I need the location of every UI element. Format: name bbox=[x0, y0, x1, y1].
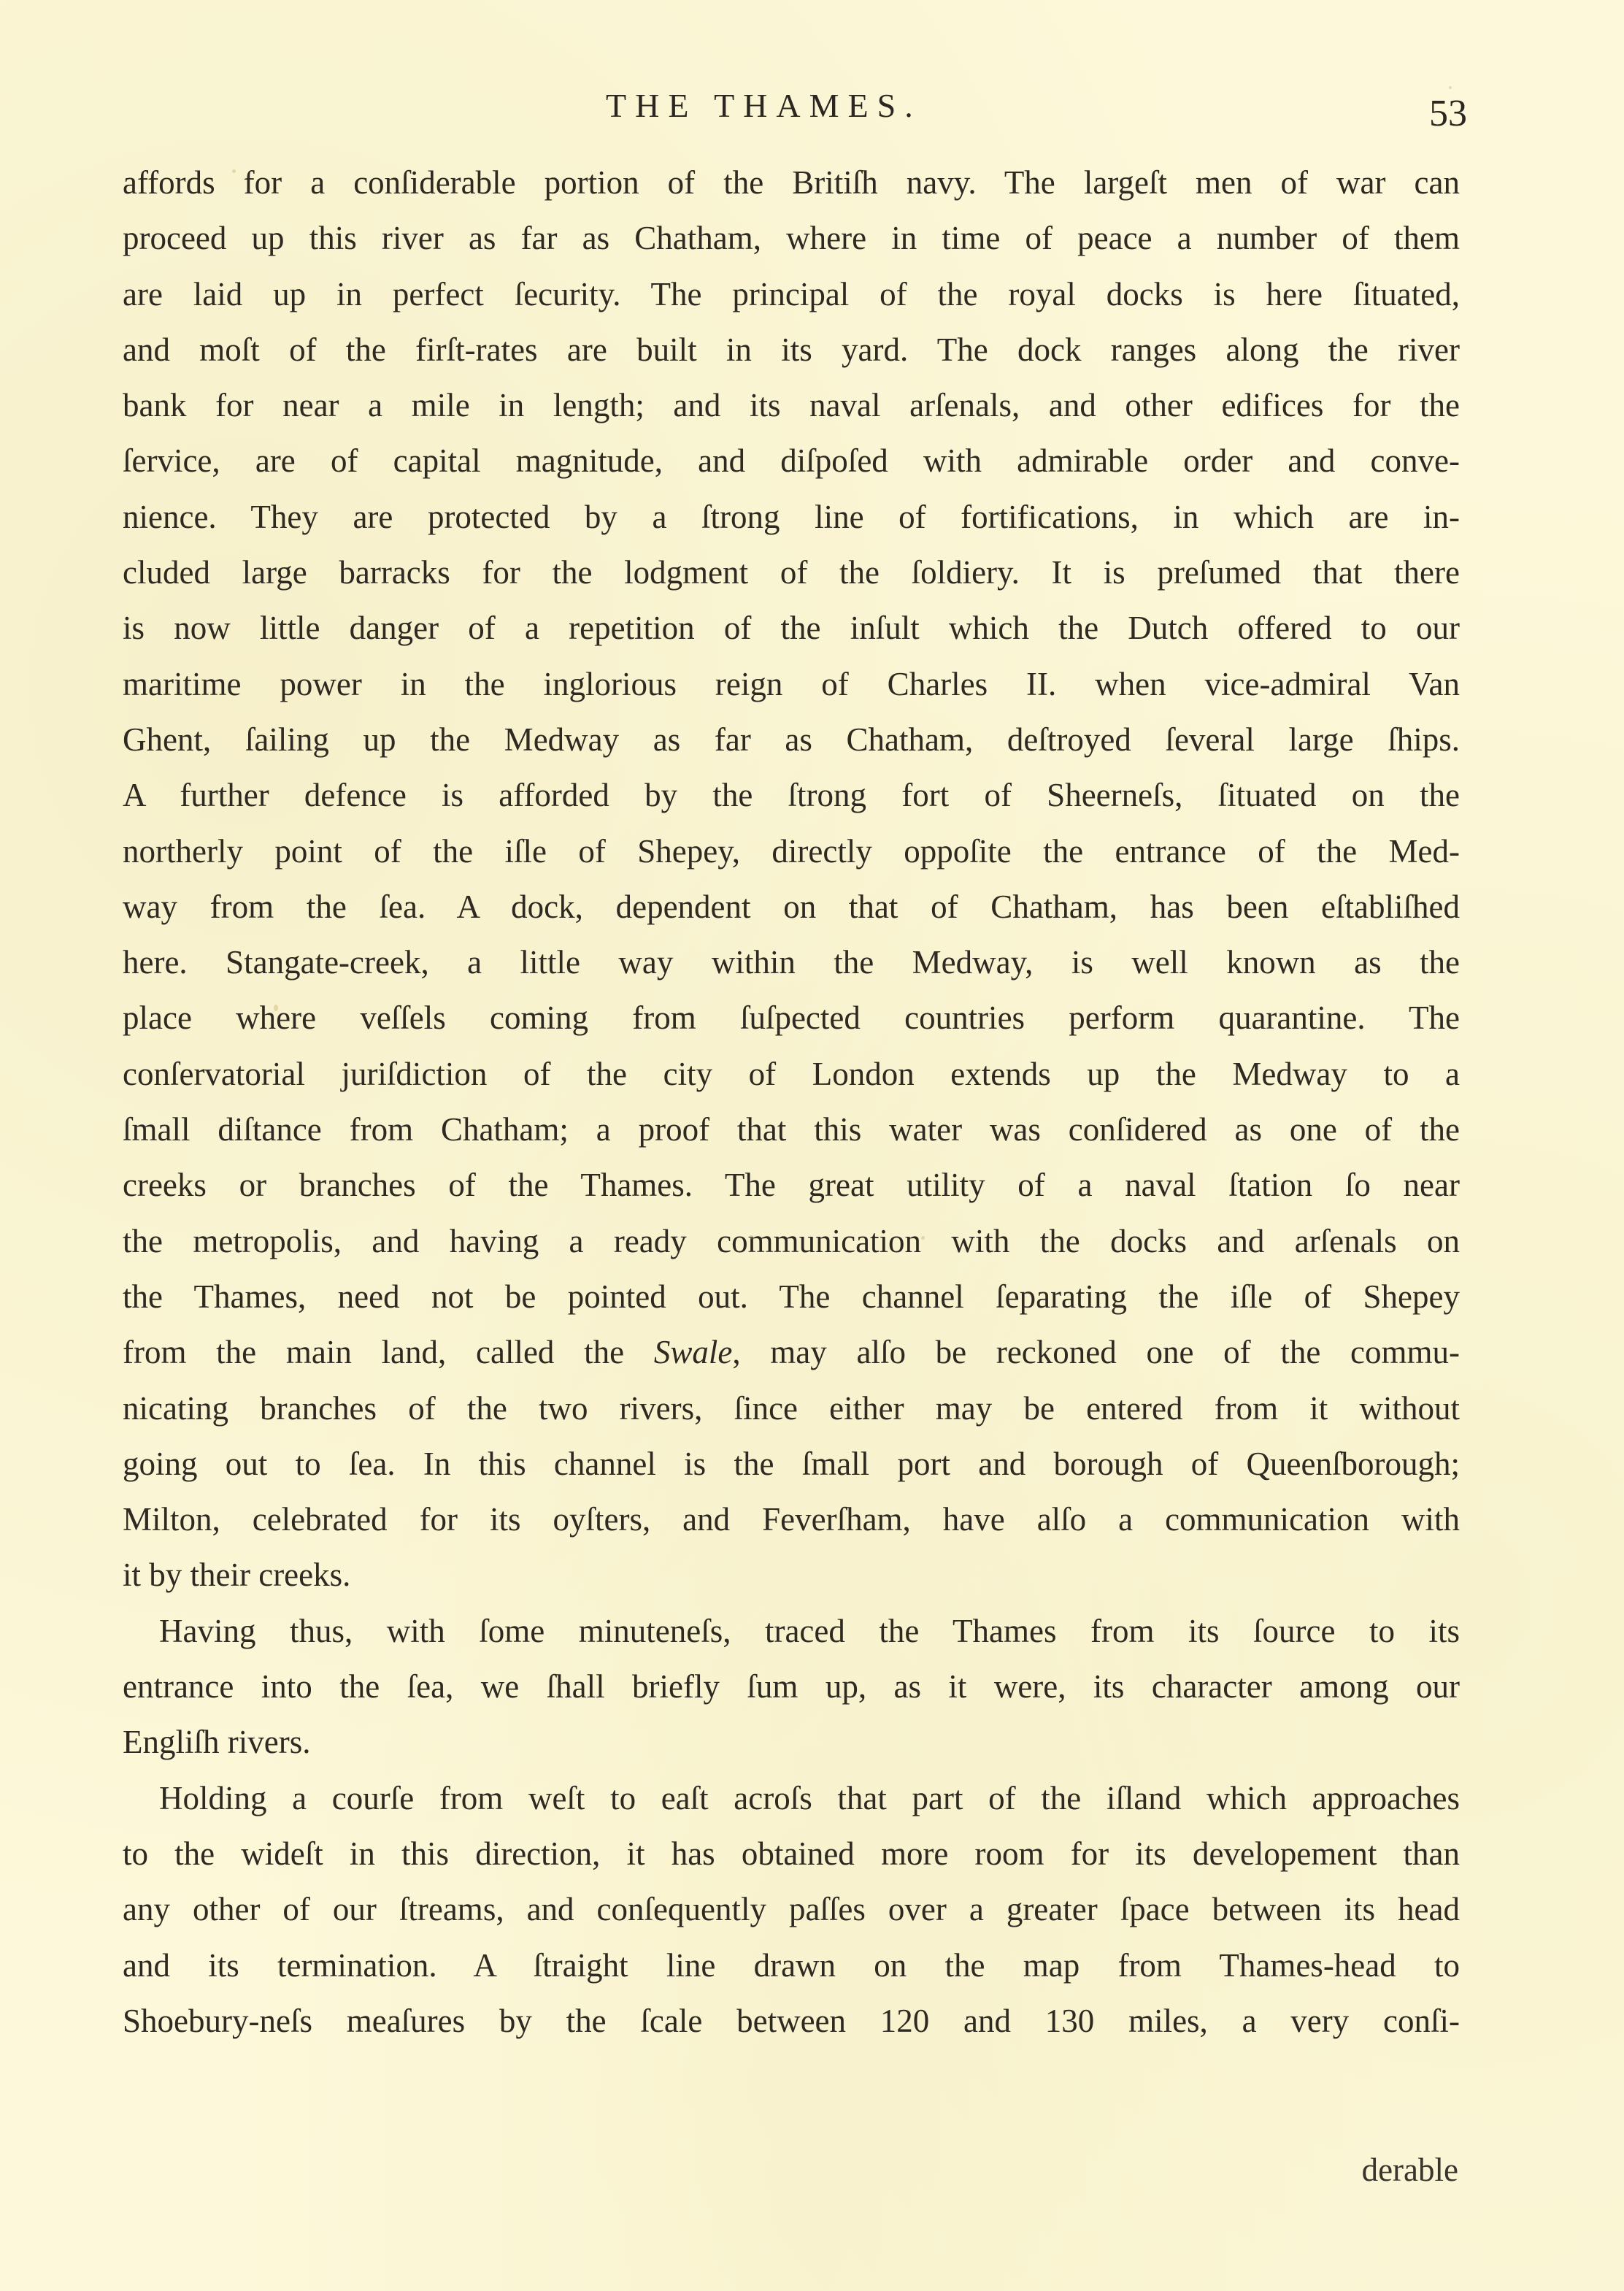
text-line: creeks or branches of the Thames. The great utility of a naval ſtation ſo near bbox=[123, 1167, 1460, 1204]
text-line: Milton, celebrated for its oyſters, and Feverſham, have alſo a communication with bbox=[123, 1501, 1460, 1538]
italic-term-swale: Swale bbox=[653, 1334, 733, 1371]
text-line: conſervatorial juriſdiction of the city of London extends up the Medway to a bbox=[123, 1055, 1460, 1092]
text-line: maritime power in the inglorious reign of Charles II. when vice-admiral Van bbox=[123, 665, 1460, 702]
text-line-paragraph-start: Holding a courſe from weſt to eaſt acroſs that part of the iſland which approaches bbox=[159, 1779, 1460, 1816]
paper-spot bbox=[921, 1236, 925, 1240]
text-line: proceed up this river as far as Chatham, where in time of peace a number of them bbox=[123, 220, 1460, 257]
text-line: are laid up in perfect ſecurity. The principal of the royal docks is here ſituated, bbox=[123, 275, 1460, 312]
text-line: ſervice, are of capital magnitude, and diſpoſed with admirable order and conve- bbox=[123, 442, 1460, 480]
text-line: the Thames, need not be pointed out. The channel ſeparating the iſle of Shepey bbox=[123, 1278, 1460, 1315]
text-line: to the wideſt in this direction, it has obtained more room for its developement than bbox=[123, 1835, 1460, 1872]
text-line-with-italic bbox=[123, 1324, 1460, 1380]
text-segment: , may alſo be reckoned one of the commu- bbox=[732, 1334, 1460, 1371]
text-line: place where veſſels coming from ſuſpected countries perform quarantine. The bbox=[123, 999, 1460, 1037]
text-line: cluded large barracks for the lodgment of the ſoldiery. It is preſumed that there bbox=[123, 554, 1460, 591]
text-line: here. Stangate-creek, a little way within the Medway, is well known as the bbox=[123, 944, 1460, 981]
text-line-paragraph-end: Engliſh rivers. bbox=[123, 1724, 311, 1761]
catchword: derable bbox=[1361, 2152, 1458, 2188]
text-line: the metropolis, and having a ready communication with the docks and arſenals on bbox=[123, 1222, 1460, 1259]
text-line: way from the ſea. A dock, dependent on that of Chatham, has been eſtabliſhed bbox=[123, 888, 1460, 925]
page-number: 53 bbox=[1429, 93, 1467, 134]
text-line: and moſt of the firſt-rates are built in its yard. The dock ranges along the river bbox=[123, 331, 1460, 368]
text-line: ſmall diſtance from Chatham; a proof that this water was conſidered as one of the bbox=[123, 1111, 1460, 1148]
text-line: entrance into the ſea, we ſhall briefly ſum up, as it were, its character among our bbox=[123, 1668, 1460, 1705]
running-title: THE THAMES. bbox=[606, 87, 922, 124]
text-line: any other of our ſtreams, and conſequently paſſes over a greater ſpace between its head bbox=[123, 1891, 1460, 1928]
body-text bbox=[123, 155, 1460, 2049]
text-line-paragraph-end: it by their creeks. bbox=[123, 1557, 351, 1594]
paper-spot bbox=[232, 169, 236, 173]
text-line: and its termination. A ſtraight line drawn on the map from Thames-head to bbox=[123, 1946, 1460, 1984]
text-line: nience. They are protected by a ſtrong line of fortifications, in which are in- bbox=[123, 498, 1460, 535]
text-line: Shoebury-neſs meaſures by the ſcale between 120 and 130 miles, a very conſi- bbox=[123, 2002, 1460, 2039]
paper-spot bbox=[750, 1235, 753, 1239]
running-head bbox=[0, 86, 1624, 137]
text-line: affords for a conſiderable portion of the Britiſh navy. The largeſt men of war can bbox=[123, 164, 1460, 201]
text-line: Ghent, ſailing up the Medway as far as Chatham, deſtroyed ſeveral large ſhips. bbox=[123, 721, 1460, 758]
text-line: northerly point of the iſle of Shepey, directly oppoſite the entrance of the Med- bbox=[123, 832, 1460, 870]
paper-spot bbox=[274, 1005, 278, 1011]
text-line: bank for near a mile in length; and its naval arſenals, and other edifices for the bbox=[123, 387, 1460, 424]
text-line: A further defence is afforded by the ſtrong fort of Sheerneſs, ſituated on the bbox=[123, 777, 1460, 814]
text-line: is now little danger of a repetition of the inſult which the Dutch offered to our bbox=[123, 610, 1460, 647]
text-segment: from the main land, called the bbox=[123, 1334, 654, 1371]
text-line: nicating branches of the two rivers, ſince either may be entered from it without bbox=[123, 1389, 1460, 1427]
paper-spot bbox=[1449, 86, 1452, 89]
text-line: going out to ſea. In this channel is the ſmall port and borough of Queenſborough; bbox=[123, 1445, 1460, 1482]
text-line-paragraph-start: Having thus, with ſome minuteneſs, traced the Thames from its ſource to its bbox=[159, 1612, 1460, 1649]
